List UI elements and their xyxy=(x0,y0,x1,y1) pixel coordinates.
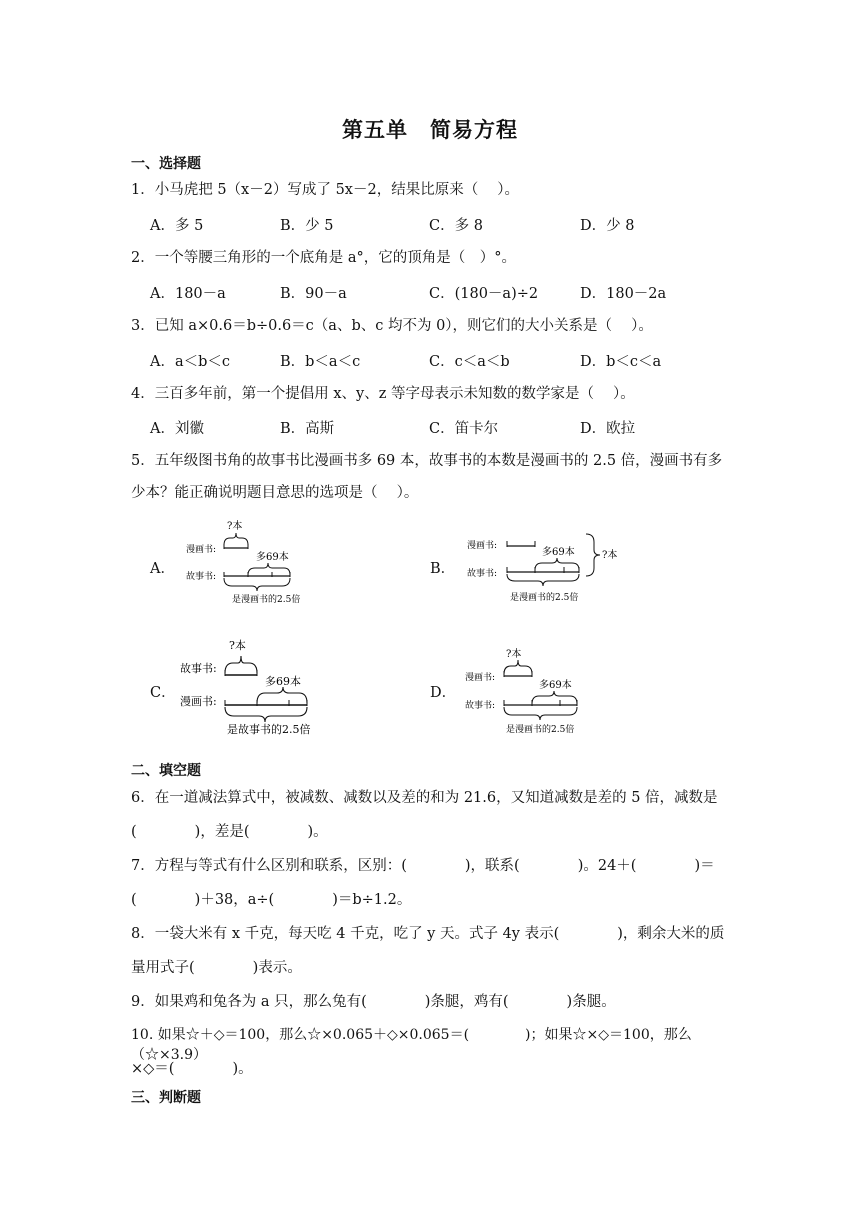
question-9-line-1: 9．如果鸡和兔各为 a 只，那么兔有( )条腿，鸡有( )条腿。 xyxy=(131,994,616,1010)
diagram-c-caption: 是故事书的2.5倍 xyxy=(227,723,311,736)
option-d: D．欧拉 xyxy=(580,421,636,437)
option-b: B．高斯 xyxy=(280,421,335,437)
option-d: D．b＜c＜a xyxy=(580,354,662,370)
option-b: B．b＜a＜c xyxy=(280,354,361,370)
question-10-line-1: 10. 如果☆＋◇＝100，那么☆×0.065＋◇×0.065＝( )；如果☆×◇＝100，那么（☆×3.9） xyxy=(131,1027,692,1063)
diagram-b-letter: B． xyxy=(430,561,456,577)
question-4-stem: 4．三百多年前，第一个提倡用 x、y、z 等字母表示未知数的数学家是（ ）。 xyxy=(131,386,635,402)
question-7-line-1: 7．方程与等式有什么区别和联系，区别：( )，联系( )。24＋( )＝ xyxy=(131,858,715,874)
question-3-options xyxy=(150,350,750,370)
question-4-options xyxy=(150,417,750,437)
question-8-line-2: 量用式子( )表示。 xyxy=(131,960,302,976)
question-1-stem: 1．小马虎把 5（x－2）写成了 5x－2，结果比原来（ ）。 xyxy=(131,182,520,198)
question-6-line-1: 6．在一道减法算式中，被减数、减数以及差的和为 21.6，又知道减数是差的 5 倍，减数是 xyxy=(131,790,718,806)
diagram-b-caption: 是漫画书的2.5倍 xyxy=(510,593,579,603)
question-3-stem: 3．已知 a×0.6＝b÷0.6＝c（a、b、c 均不为 0），则它们的大小关系是（ ）。 xyxy=(131,318,653,334)
diagram-d-diff: 多69本 xyxy=(539,680,572,691)
diagram-d-question: ?本 xyxy=(506,649,522,660)
question-10-line-2: ×◇＝( )。 xyxy=(131,1061,253,1077)
diagram-a-diff: 多69本 xyxy=(256,552,289,563)
option-a: A．刘徽 xyxy=(150,421,204,437)
diagram-c-top-label: 故事书: xyxy=(180,662,217,675)
question-6-line-2: ( )，差是( )。 xyxy=(131,824,328,840)
section-heading-choice: 一、选择题 xyxy=(131,156,201,172)
option-c: C．多 8 xyxy=(429,218,483,234)
diagram-b-diff: 多69本 xyxy=(542,547,575,558)
diagram-c-diff: 多69本 xyxy=(265,675,301,688)
diagram-a-caption: 是漫画书的2.5倍 xyxy=(232,595,301,605)
diagram-d-top-label: 漫画书: xyxy=(465,673,496,683)
diagram-b-bottom-label: 故事书: xyxy=(467,569,498,579)
diagram-a xyxy=(180,518,320,612)
option-a: A．180－a xyxy=(150,286,226,302)
option-d: D．少 8 xyxy=(580,218,635,234)
diagram-b xyxy=(462,530,632,614)
option-c: C．笛卡尔 xyxy=(429,421,499,437)
diagram-b-top-label: 漫画书: xyxy=(467,541,498,551)
diagram-b-question: ?本 xyxy=(602,550,618,561)
diagram-c-question: ?本 xyxy=(229,639,246,652)
question-2-stem: 2．一个等腰三角形的一个底角是 a°，它的顶角是（ ）°。 xyxy=(131,250,516,266)
diagram-d-caption: 是漫画书的2.5倍 xyxy=(506,725,575,735)
option-b: B．少 5 xyxy=(280,218,334,234)
option-a: A．a＜b＜c xyxy=(150,354,231,370)
diagram-a-top-label: 漫画书: xyxy=(186,545,217,555)
diagram-a-bottom-label: 故事书: xyxy=(186,572,217,582)
diagram-c xyxy=(177,636,347,744)
option-a: A．多 5 xyxy=(150,218,204,234)
option-b: B．90－a xyxy=(280,286,347,302)
diagram-d-letter: D． xyxy=(430,685,457,701)
option-c: C．c＜a＜b xyxy=(429,354,510,370)
diagram-a-letter: A． xyxy=(150,561,175,577)
diagram-d-bottom-label: 故事书: xyxy=(465,701,496,711)
question-7-line-2: ( )＋38，a÷( )＝b÷1.2。 xyxy=(131,892,412,908)
question-2-options xyxy=(150,282,750,302)
question-1-options xyxy=(150,214,750,234)
diagram-d xyxy=(462,644,602,740)
section-heading-true-false: 三、判断题 xyxy=(131,1090,201,1106)
question-5-line-2: 少本？能正确说明题目意思的选项是（ ）。 xyxy=(131,485,419,501)
diagram-c-bottom-label: 漫画书: xyxy=(180,695,217,708)
section-heading-fill-in: 二、填空题 xyxy=(131,763,201,779)
option-c: C．(180－a)÷2 xyxy=(429,286,539,302)
diagram-a-question: ?本 xyxy=(227,521,243,532)
question-5-line-1: 5．五年级图书角的故事书比漫画书多 69 本，故事书的本数是漫画书的 2.5 倍，漫画书有多 xyxy=(131,453,723,469)
option-d: D．180－2a xyxy=(580,286,667,302)
diagram-c-letter: C． xyxy=(150,685,176,701)
page-title: 第五单 简易方程 xyxy=(342,118,518,142)
question-8-line-1: 8．一袋大米有 x 千克，每天吃 4 千克，吃了 y 天。式子 4y 表示( )，剩余大米的质 xyxy=(131,926,725,942)
